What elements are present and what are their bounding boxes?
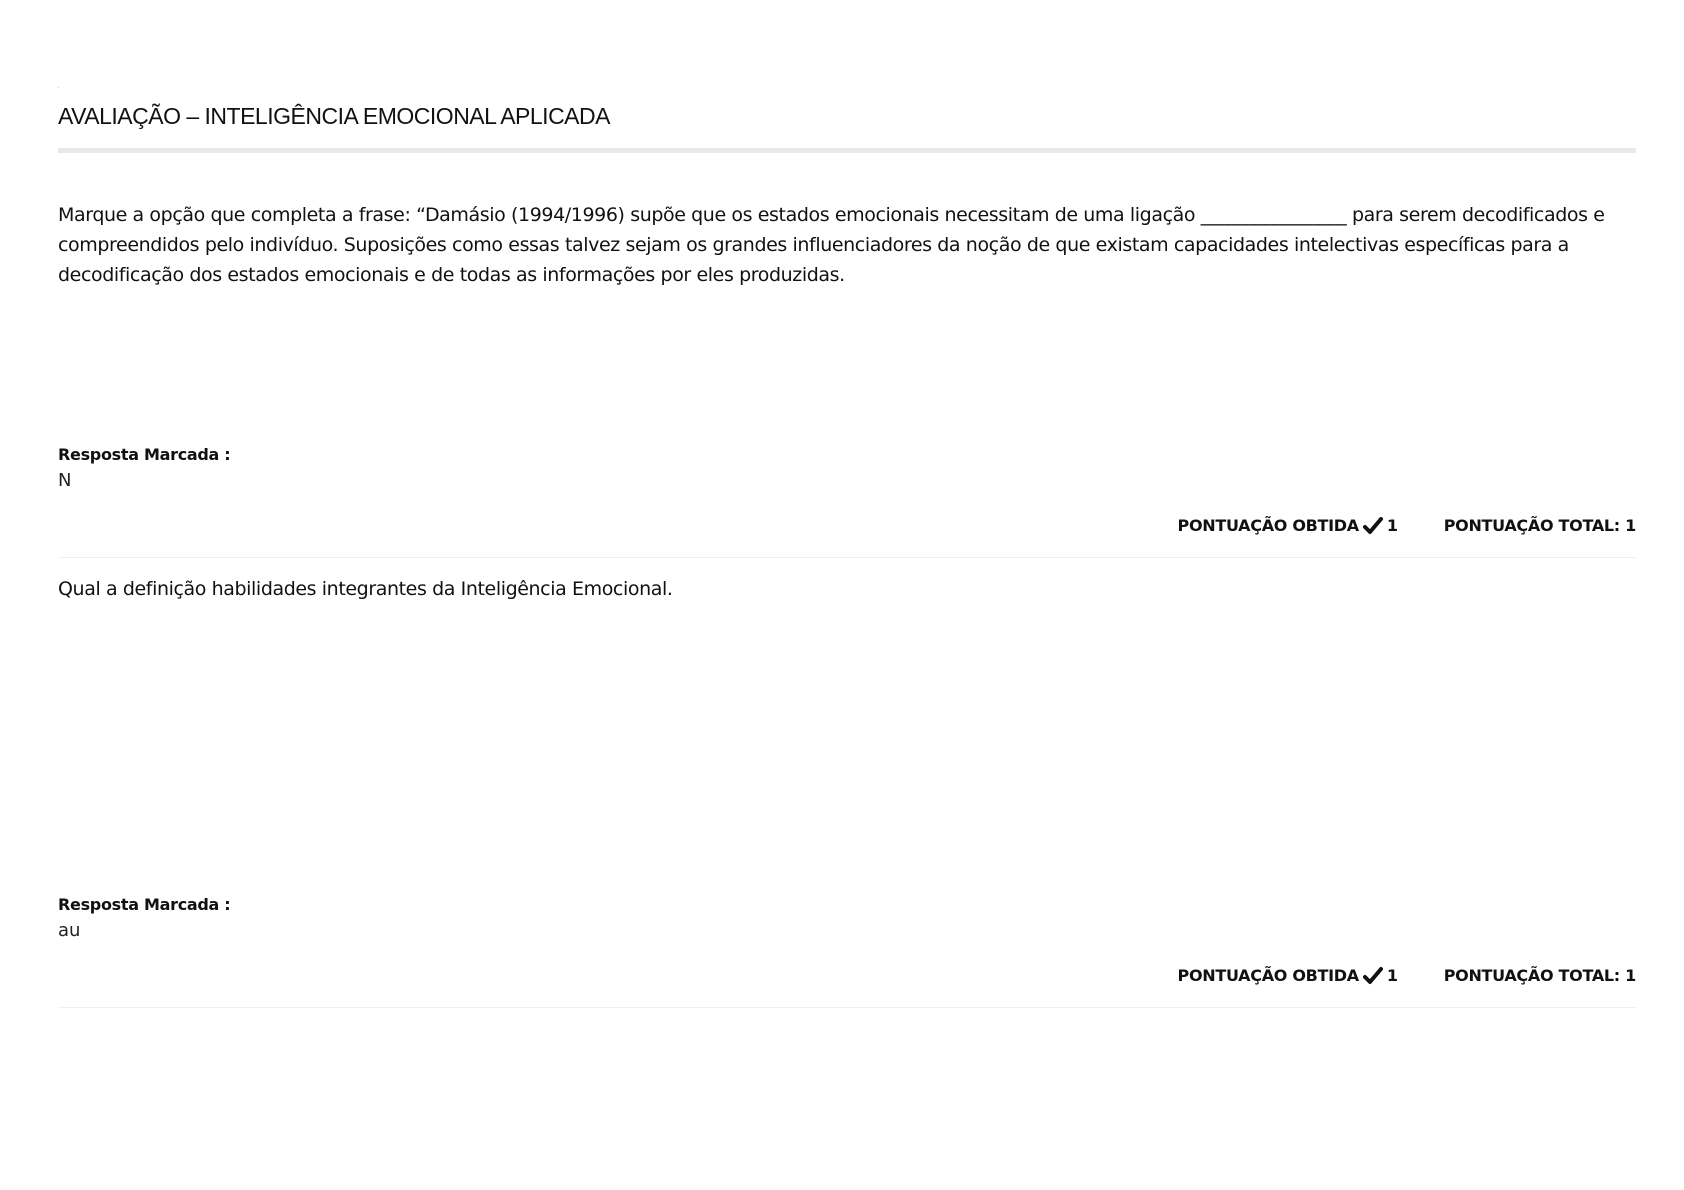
corner-mark <box>58 87 59 88</box>
check-icon <box>1363 967 1383 985</box>
score-obtained-value: 1 <box>1386 966 1398 985</box>
question-2-score-total: PONTUAÇÃO TOTAL: 1 <box>1443 966 1636 985</box>
question-1-answer-value: N <box>58 470 72 491</box>
question-1 <box>58 200 1636 290</box>
question-2-divider <box>58 1007 1636 1008</box>
question-2-score-row <box>1178 966 1636 985</box>
score-obtained-label: PONTUAÇÃO OBTIDA <box>1177 516 1359 535</box>
page-title: AVALIAÇÃO – INTELIGÊNCIA EMOCIONAL APLICADA <box>58 103 610 129</box>
question-1-score-obtained <box>1178 516 1398 535</box>
question-2-text: Qual a definição habilidades integrantes da Inteligência Emocional. <box>58 578 673 600</box>
question-1-answer-label: Resposta Marcada : <box>58 445 231 464</box>
question-1-score-total: PONTUAÇÃO TOTAL: 1 <box>1443 516 1636 535</box>
question-2-answer-value: au <box>58 920 81 941</box>
question-1-text: Marque a opção que completa a frase: “Damásio (1994/1996) supõe que os estados emocionais necessitam de uma ligação ________________ para serem decodificados e compreendidos pelo indivíduo. Suposições como essas talvez sejam os grandes influenciadores da noção de que existam capacidades intelectivas específicas para a decodificação dos estados emocionais e de todas as informações por eles produzidas. <box>58 204 1605 286</box>
check-icon <box>1363 517 1383 535</box>
score-obtained-label: PONTUAÇÃO OBTIDA <box>1177 966 1359 985</box>
title-divider <box>58 148 1636 153</box>
score-obtained-value: 1 <box>1386 516 1398 535</box>
question-2-score-obtained <box>1178 966 1398 985</box>
question-2 <box>58 574 1636 604</box>
question-1-divider <box>58 557 1636 558</box>
question-2-answer-label: Resposta Marcada : <box>58 895 231 914</box>
question-1-score-row <box>1178 516 1636 535</box>
